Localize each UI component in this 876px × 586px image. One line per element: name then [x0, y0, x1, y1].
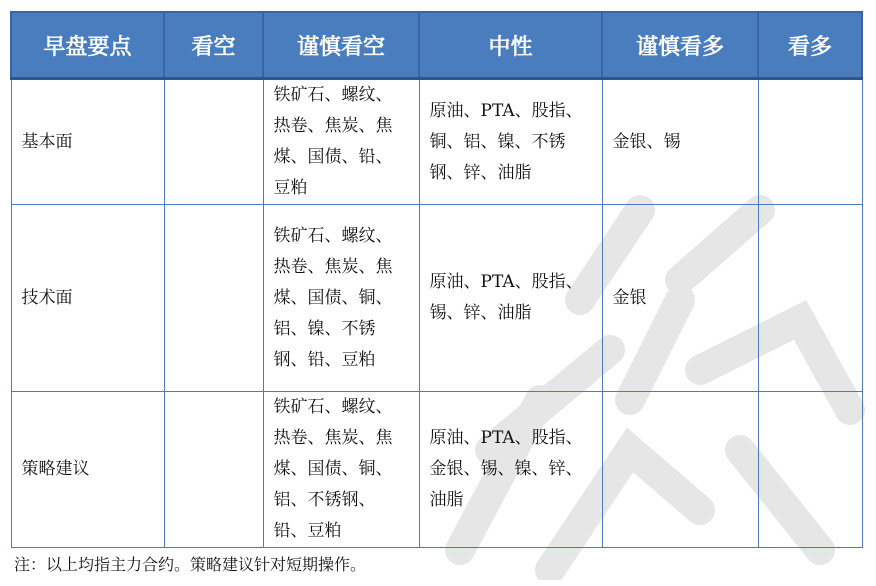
cell-bullish [758, 205, 862, 392]
cell-cautious-bearish: 铁矿石、螺纹、热卷、焦炭、焦煤、国债、铜、铝、不锈钢、铅、豆粕 [263, 392, 419, 548]
cell-bearish [164, 392, 263, 548]
cell-cautious-bullish: 金银 [602, 205, 758, 392]
cell-neutral: 原油、PTA、股指、金银、锡、镍、锌、油脂 [419, 392, 602, 548]
table-row-strategy [11, 392, 862, 548]
strategy-table [10, 11, 863, 548]
header-bearish: 看空 [164, 12, 263, 79]
header-morning-points: 早盘要点 [11, 12, 164, 79]
header-row [11, 12, 862, 79]
header-bullish: 看多 [758, 12, 862, 79]
cell-bearish [164, 205, 263, 392]
table-row-fundamentals [11, 79, 862, 205]
cell-bearish [164, 79, 263, 205]
cell-bullish [758, 392, 862, 548]
cell-neutral: 原油、PTA、股指、铜、铝、镍、不锈钢、锌、油脂 [419, 79, 602, 205]
header-cautious-bearish: 谨慎看空 [263, 12, 419, 79]
cell-cautious-bullish: 金银、锡 [602, 79, 758, 205]
table-row-technicals [11, 205, 862, 392]
cell-cautious-bullish [602, 392, 758, 548]
cell-bullish [758, 79, 862, 205]
row-label-fundamentals: 基本面 [11, 79, 164, 205]
row-label-technicals: 技术面 [11, 205, 164, 392]
cell-neutral: 原油、PTA、股指、锡、锌、油脂 [419, 205, 602, 392]
header-neutral: 中性 [419, 12, 602, 79]
row-label-strategy: 策略建议 [11, 392, 164, 548]
cell-cautious-bearish: 铁矿石、螺纹、热卷、焦炭、焦煤、国债、铜、铝、镍、不锈钢、铅、豆粕 [263, 205, 419, 392]
footnote: 注：以上均指主力合约。策略建议针对短期操作。 [14, 555, 367, 574]
header-cautious-bullish: 谨慎看多 [602, 12, 758, 79]
cell-cautious-bearish: 铁矿石、螺纹、热卷、焦炭、焦煤、国债、铅、豆粕 [263, 79, 419, 205]
